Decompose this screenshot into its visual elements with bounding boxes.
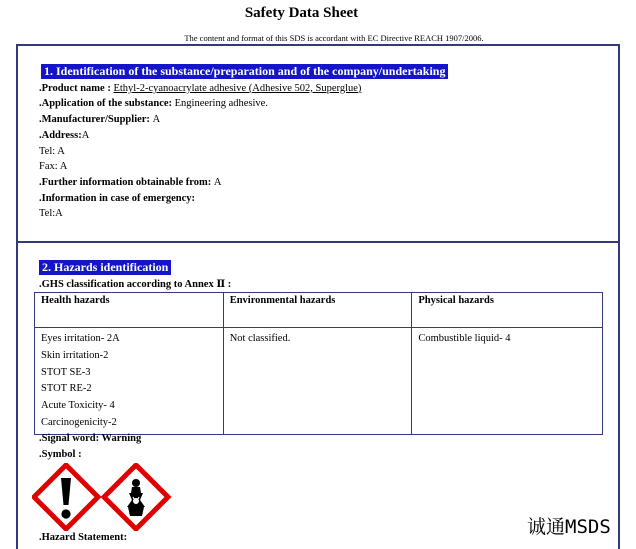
health-hazard-item: Carcinogenicity-2	[41, 416, 117, 428]
address-label: .Address:	[39, 129, 82, 141]
watermark: 诚通MSDS	[527, 516, 611, 538]
manufacturer-value: A	[152, 114, 161, 126]
hazard-statement-label: .Hazard Statement:	[39, 532, 128, 543]
physical-hazards-header: Physical hazards	[412, 293, 603, 328]
health-hazards-cell	[35, 328, 224, 435]
application-row	[39, 96, 448, 112]
section-identification	[39, 64, 448, 222]
fax-row: Fax: A	[39, 161, 68, 173]
address-value: A	[81, 129, 90, 141]
product-name-row	[39, 81, 448, 97]
emergency-tel: Tel:A	[39, 208, 63, 220]
signal-section	[39, 431, 141, 463]
section1-heading: 1. Identification of the substance/preparation and of the company/undertaking	[41, 64, 448, 79]
exclamation-mark-icon	[34, 465, 98, 529]
physical-hazards-cell	[412, 328, 603, 435]
emergency-label: .Information in case of emergency:	[39, 192, 196, 204]
symbol-label: .Symbol :	[39, 449, 82, 460]
manufacturer-row	[39, 112, 448, 128]
application-value: Engineering adhesive.	[174, 98, 268, 110]
hazard-table-header	[35, 293, 603, 328]
health-hazard-item: Acute Toxicity- 4	[41, 400, 115, 412]
application-label: .Application of the substance:	[39, 98, 175, 110]
physical-hazard-item: Combustible liquid- 4	[418, 333, 511, 344]
environmental-hazards-header: Environmental hazards	[223, 293, 412, 328]
ghs-label: .GHS classification according to Annex Ⅱ :	[39, 278, 232, 290]
health-hazard-item: Skin irritation-2	[41, 349, 109, 361]
environmental-hazards-cell	[223, 328, 412, 435]
signal-word-value: Warning	[101, 433, 142, 444]
hazard-table-row	[35, 328, 603, 435]
section-divider	[16, 241, 620, 243]
ghs-pictograms	[32, 463, 172, 531]
health-hazard-item: STOT RE-2	[41, 383, 92, 395]
health-hazard-item: Eyes irritation- 2A	[41, 333, 120, 344]
hazard-table	[34, 292, 603, 435]
further-info-label: .Further information obtainable from:	[39, 176, 214, 188]
health-hazards-header: Health hazards	[35, 293, 224, 328]
manufacturer-label: .Manufacturer/Supplier:	[39, 114, 153, 126]
address-row	[39, 128, 448, 144]
environmental-hazard-item: Not classified.	[229, 333, 291, 344]
section-hazards	[39, 260, 231, 292]
tel-row: Tel: A	[39, 145, 65, 157]
product-name-label: .Product name :	[39, 82, 114, 94]
reach-note: The content and format of this SDS is accordant with EC Directive REACH 1907/2006.	[184, 33, 484, 43]
document-title: Safety Data Sheet	[244, 5, 359, 21]
section2-heading: 2. Hazards identification	[39, 260, 171, 275]
further-info-value: A	[213, 176, 222, 188]
further-info-row	[39, 175, 448, 191]
health-hazard-item: STOT SE-3	[41, 366, 91, 378]
signal-word-label: .Signal word:	[39, 433, 102, 444]
signal-word-row	[39, 431, 141, 447]
product-name-value: Ethyl-2-cyanoacrylate adhesive (Adhesive 502, Superglue)	[113, 82, 362, 94]
health-hazard-icon	[104, 465, 168, 529]
